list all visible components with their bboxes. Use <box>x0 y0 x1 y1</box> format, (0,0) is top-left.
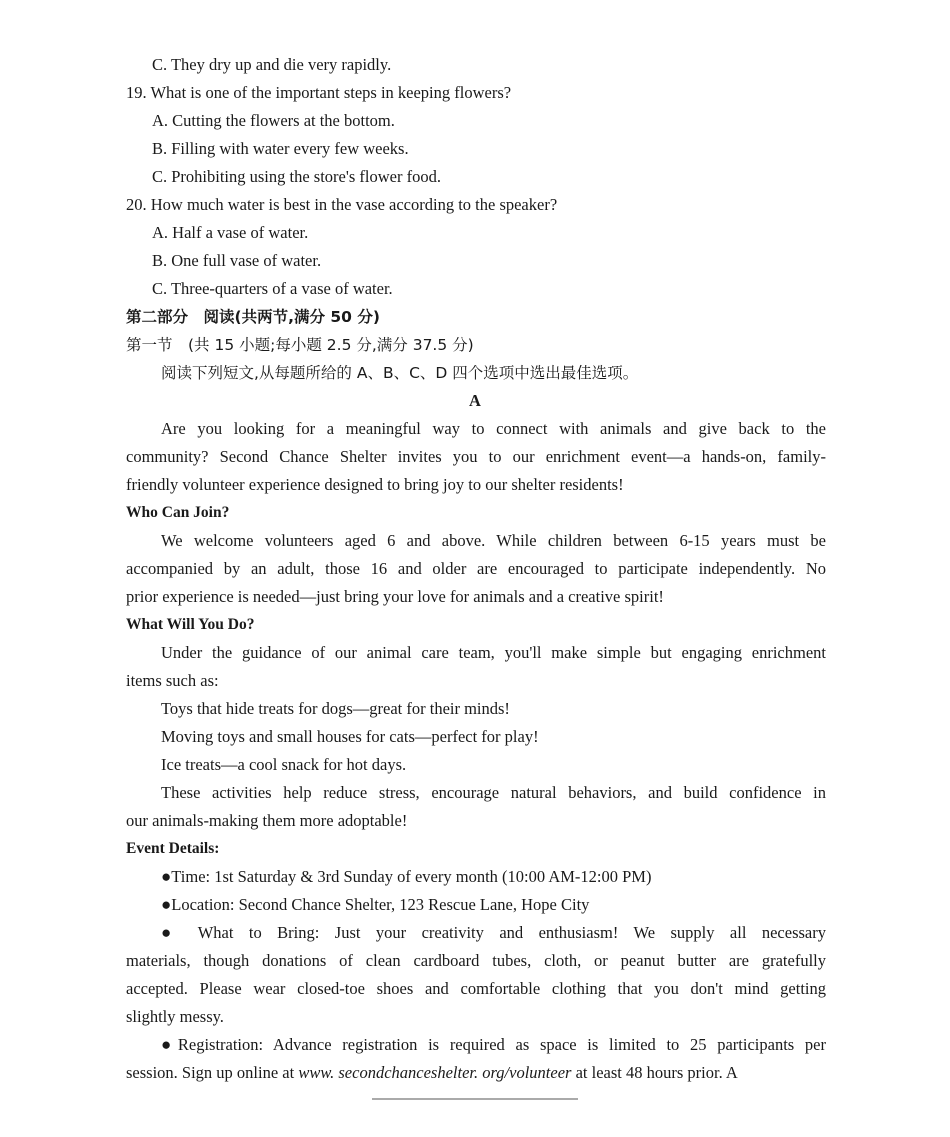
registration-url: www. secondchanceshelter. org/volunteer <box>298 1063 572 1082</box>
registration-text: Registration: Advance registration is required as space is limited to 25 participants per <box>177 1035 826 1054</box>
detail-time-text: Time: 1st Saturday & 3rd Sunday of every month (10:00 AM-12:00 PM) <box>171 867 652 886</box>
detail-location-text: Location: Second Chance Shelter, 123 Rescue Lane, Hope City <box>171 895 590 914</box>
what-heading: What Will You Do? <box>126 616 255 633</box>
detail-bring-line-3: accepted. Please wear closed-toe shoes and comfortable clothing that you don't mind getting <box>126 979 826 998</box>
who-heading: Who Can Join? <box>126 504 230 521</box>
page-footer-mark <box>372 1098 578 1106</box>
intro-line-3: friendly volunteer experience designed to bring joy to our shelter residents! <box>126 475 624 494</box>
intro-line-1: Are you looking for a meaningful way to connect with animals and give back to the <box>161 419 826 438</box>
what-line-1: Under the guidance of our animal care team, you'll make simple but engaging enrichment <box>161 643 826 662</box>
enrichment-item-1: Toys that hide treats for dogs—great for their minds! <box>161 699 510 718</box>
q19-question: 19. What is one of the important steps in keeping flowers? <box>126 83 512 102</box>
enrichment-item-2: Moving toys and small houses for cats—perfect for play! <box>161 727 539 746</box>
detail-registration-line-1 <box>161 1034 826 1056</box>
bullet-icon: ● <box>161 895 172 914</box>
registration-post: at least 48 hours prior. A <box>571 1063 738 1082</box>
bullet-icon: ● <box>161 867 172 886</box>
section1-heading: 第一节 (共 15 小题;每小题 2.5 分,满分 37.5 分) <box>126 336 474 354</box>
q20-option-b: B. One full vase of water. <box>152 251 322 270</box>
who-line-2: accompanied by an adult, those 16 and older are encouraged to participate independently. No <box>126 559 826 578</box>
bullet-icon: ● <box>161 923 183 942</box>
registration-pre: session. Sign up online at <box>126 1063 299 1082</box>
q18-option-c: C. They dry up and die very rapidly. <box>152 55 392 74</box>
detail-bring-line-1 <box>161 922 826 944</box>
q19-option-a: A. Cutting the flowers at the bottom. <box>152 111 395 130</box>
detail-location <box>161 894 589 916</box>
q20-option-c: C. Three-quarters of a vase of water. <box>152 279 393 298</box>
detail-bring-line-2: materials, though donations of clean cardboard tubes, cloth, or peanut butter are gratefully <box>126 951 826 970</box>
q19-option-b: B. Filling with water every few weeks. <box>152 139 409 158</box>
q20-option-a: A. Half a vase of water. <box>152 223 309 242</box>
what-line-2: items such as: <box>126 671 219 690</box>
bullet-icon: ● <box>161 1035 178 1054</box>
detail-bring-text: What to Bring: Just your creativity and enthusiasm! We supply all necessary <box>197 923 826 942</box>
benefits-line-2: our animals-making them more adoptable! <box>126 811 408 830</box>
q20-question: 20. How much water is best in the vase according to the speaker? <box>126 195 558 214</box>
benefits-line-1: These activities help reduce stress, encourage natural behaviors, and build confidence in <box>161 783 826 802</box>
detail-bring-line-4: slightly messy. <box>126 1007 224 1026</box>
passage-label: A <box>469 391 481 410</box>
q19-option-c: C. Prohibiting using the store's flower food. <box>152 167 441 186</box>
reading-instruction: 阅读下列短文,从每题所给的 A、B、C、D 四个选项中选出最佳选项。 <box>161 364 639 382</box>
detail-time <box>161 866 651 888</box>
enrichment-item-3: Ice treats—a cool snack for hot days. <box>161 755 407 774</box>
details-heading: Event Details: <box>126 840 220 857</box>
detail-registration-line-2 <box>126 1062 738 1084</box>
part2-heading: 第二部分 阅读(共两节,满分 50 分) <box>126 308 380 326</box>
who-line-1: We welcome volunteers aged 6 and above. While children between 6-15 years must be <box>161 531 826 550</box>
who-line-3: prior experience is needed—just bring your love for animals and a creative spirit! <box>126 587 664 606</box>
intro-line-2: community? Second Chance Shelter invites you to our enrichment event—a hands-on, family- <box>126 447 826 466</box>
